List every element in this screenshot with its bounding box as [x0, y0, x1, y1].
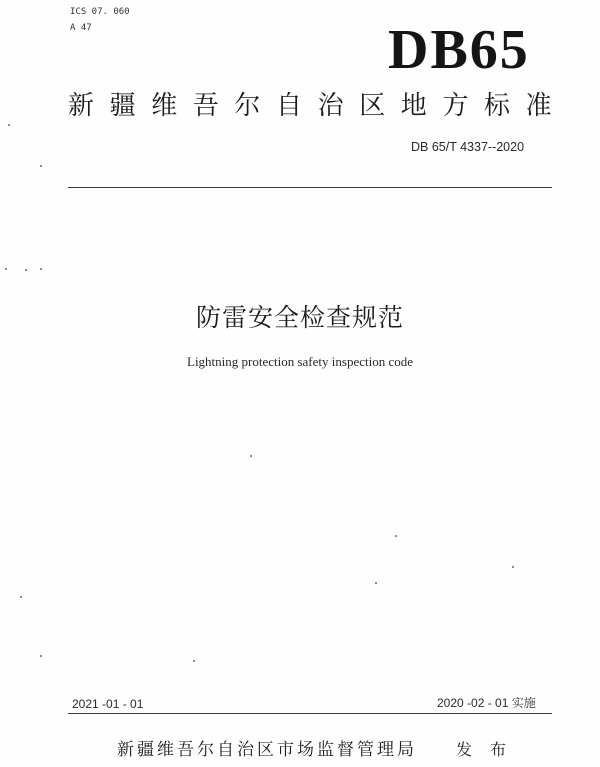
issue-label: 发布: [456, 740, 525, 759]
ics-code: ICS 07. 060: [70, 7, 130, 17]
footer-divider: [68, 713, 552, 714]
scan-speck: [40, 165, 42, 167]
scan-speck: [193, 660, 195, 662]
issuing-authority: 新疆维吾尔自治区市场监督管理局: [117, 740, 417, 760]
scan-speck: [40, 655, 42, 657]
header-divider: [68, 187, 552, 188]
scan-speck: [395, 535, 397, 537]
scan-speck: [5, 268, 7, 270]
scan-speck: [250, 455, 252, 457]
document-title-chinese: 防雷安全检查规范: [195, 303, 404, 332]
implementation-date: 2020 -02 - 01 实施: [437, 696, 536, 710]
standard-number: DB 65/T 4337--2020: [411, 140, 525, 154]
scan-speck: [8, 124, 10, 126]
standard-code-mark: DB65: [388, 19, 530, 81]
scan-speck: [40, 268, 42, 270]
scan-speck: [20, 596, 22, 598]
scan-speck: [25, 269, 27, 271]
scan-speck: [512, 566, 514, 568]
authority-line: 新疆维吾尔自治区地方标准: [68, 91, 568, 121]
release-date: 2021 -01 - 01: [72, 697, 144, 711]
scan-speck: [375, 582, 377, 584]
document-title-english: Lightning protection safety inspection code: [187, 354, 413, 369]
ccs-code: A 47: [70, 23, 92, 33]
